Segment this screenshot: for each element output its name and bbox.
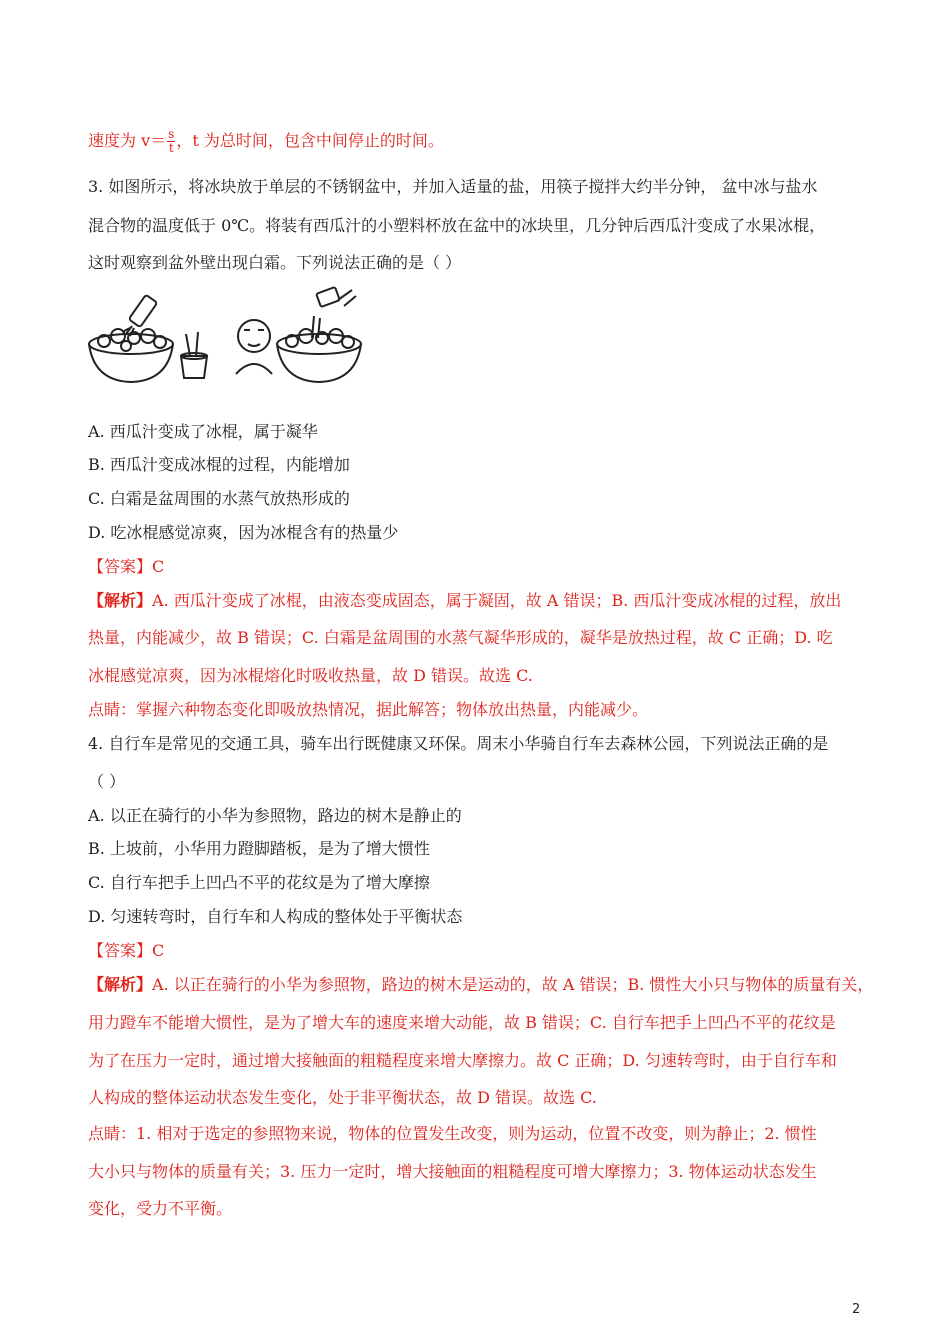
q4-analysis-line-2: 用力蹬车不能增大惯性，是为了增大车的速度来增大动能，故 B 错误；C. 自行车把手上凹凸不平的花纹是 [88, 1013, 836, 1032]
q3-analysis-line-3: 冰棍感觉凉爽，因为冰棍熔化时吸收热量，故 D 错误。故选 C. [88, 666, 533, 685]
q4-option-b: B. 上坡前，小华用力蹬脚踏板，是为了增大惯性 [88, 839, 430, 858]
q4-option-c: C. 自行车把手上凹凸不平的花纹是为了增大摩擦 [88, 873, 430, 892]
fraction-denominator: t [168, 141, 174, 155]
ice-bowl-illustration [86, 286, 366, 386]
q4-analysis-tag: 【解析】 [88, 975, 153, 994]
q3-option-c: C. 白霜是盆周围的水蒸气放热形成的 [88, 489, 350, 508]
q4-analysis-line-4: 人构成的整体运动状态发生变化，处于非平衡状态，故 D 错误。故选 C. [88, 1088, 597, 1107]
q3-answer: 【答案】C [88, 557, 165, 576]
q4-option-a: A. 以正在骑行的小华为参照物，路边的树木是静止的 [88, 806, 462, 825]
q3-stem-line-1: 3. 如图所示，将冰块放于单层的不锈钢盆中，并加入适量的盐，用筷子搅拌大约半分钟， 盆中冰与盐水 [88, 177, 818, 196]
q4-tip-line-1: 点睛：1. 相对于选定的参照物来说，物体的位置发生改变，则为运动，位置不改变，则为静止；2. 惯性 [88, 1124, 817, 1143]
formula-suffix: ，t 为总时间，包含中间停止的时间。 [176, 131, 444, 150]
q3-option-b: B. 西瓜汁变成冰棍的过程，内能增加 [88, 455, 350, 474]
q4-tip-line-2: 大小只与物体的质量有关；3. 压力一定时，增大接触面的粗糙程度可增大摩擦力；3. 物体运动状态发生 [88, 1162, 817, 1181]
q3-option-a: A. 西瓜汁变成了冰棍，属于凝华 [88, 422, 318, 441]
q4-analysis-text-1: A. 以正在骑行的小华为参照物，路边的树木是运动的，故 A 错误；B. 惯性大小只与物体的质量有关， [152, 975, 874, 994]
q3-tip: 点睛：掌握六种物态变化即吸放热情况，据此解答；物体放出热量，内能减少。 [88, 700, 649, 719]
q4-stem-line-2: （ ） [88, 772, 126, 791]
q4-analysis-line-1 [88, 974, 873, 996]
q3-analysis-tag: 【解析】 [88, 591, 153, 610]
q3-stem-line-3: 这时观察到盆外壁出现白霜。下列说法正确的是（ ） [88, 253, 462, 272]
q3-stem-line-2: 混合物的温度低于 0℃。将装有西瓜汁的小塑料杯放在盆中的冰块里，几分钟后西瓜汁变成了水果冰棍， [88, 216, 826, 235]
page-number: 2 [852, 1302, 861, 1317]
q3-analysis-line-1 [88, 590, 841, 612]
q3-analysis-line-2: 热量，内能减少，故 B 错误；C. 白霜是盆周围的水蒸气凝华形成的，凝华是放热过程，故 C 正确；D. 吃 [88, 628, 833, 647]
fraction-numerator: s [168, 127, 175, 141]
q4-answer: 【答案】C [88, 941, 165, 960]
q4-option-d: D. 匀速转弯时，自行车和人构成的整体处于平衡状态 [88, 907, 463, 926]
fraction-s-over-t [167, 128, 175, 155]
formula-prefix: 速度为 v＝ [88, 131, 167, 150]
q3-analysis-text-1: A. 西瓜汁变成了冰棍，由液态变成固态，属于凝固，故 A 错误；B. 西瓜汁变成冰棍的过程，放出 [152, 591, 842, 610]
q3-option-d: D. 吃冰棍感觉凉爽，因为冰棍含有的热量少 [88, 523, 399, 542]
q4-analysis-line-3: 为了在压力一定时，通过增大接触面的粗糙程度来增大摩擦力。故 C 正确；D. 匀速转弯时，由于自行车和 [88, 1051, 837, 1070]
q4-stem-line-1: 4. 自行车是常见的交通工具，骑车出行既健康又环保。周末小华骑自行车去森林公园，下列说法正确的是 [88, 734, 829, 753]
speed-formula-line [88, 128, 444, 155]
q4-tip-line-3: 变化，受力不平衡。 [88, 1199, 233, 1218]
